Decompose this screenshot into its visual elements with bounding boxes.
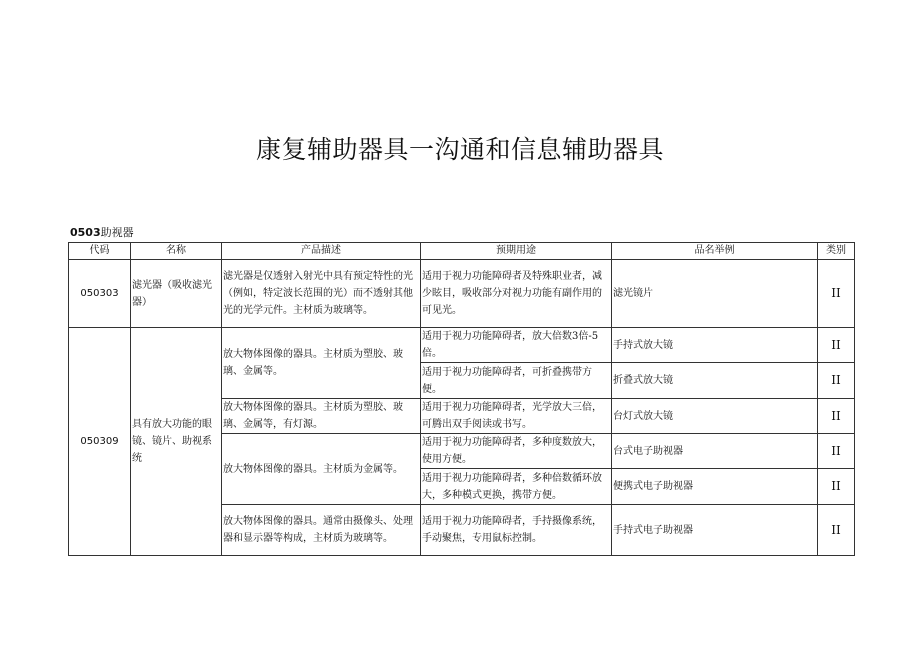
table-header-row	[69, 243, 855, 260]
device-table	[68, 242, 855, 556]
cell-class: II	[818, 469, 855, 505]
cell-class: II	[818, 363, 855, 399]
header-name: 名称	[131, 243, 222, 260]
section-name: 助视器	[100, 226, 134, 239]
table-row	[69, 260, 855, 328]
cell-name: 具有放大功能的眼镜、镜片、助视系统	[131, 328, 222, 556]
cell-product-example: 便携式电子助视器	[612, 469, 818, 505]
cell-product-example: 滤光镜片	[612, 260, 818, 328]
cell-description: 放大物体图像的器具。主材质为塑胶、玻璃、金属等。	[222, 328, 421, 399]
cell-product-example: 手持式电子助视器	[612, 505, 818, 556]
table-row	[69, 328, 855, 363]
cell-name: 滤光器（吸收滤光器）	[131, 260, 222, 328]
cell-class: II	[818, 260, 855, 328]
cell-description: 放大物体图像的器具。通常由摄像头、处理器和显示器等构成，主材质为玻璃等。	[222, 505, 421, 556]
cell-class: II	[818, 399, 855, 434]
cell-description: 滤光器是仅透射入射光中具有预定特性的光（例如，特定波长范围的光）而不透射其他光的光学元件。主材质为玻璃等。	[222, 260, 421, 328]
cell-code: 050309	[69, 328, 131, 556]
cell-class: II	[818, 434, 855, 469]
cell-description: 放大物体图像的器具。主材质为塑胶、玻璃、金属等，有灯源。	[222, 399, 421, 434]
cell-code: 050303	[69, 260, 131, 328]
header-class: 类别	[818, 243, 855, 260]
cell-intended-use: 适用于视力功能障碍者及特殊职业者，减少眩目，吸收部分对视力功能有副作用的可见光。	[421, 260, 612, 328]
section-heading	[70, 224, 134, 240]
cell-intended-use: 适用于视力功能障碍者，多种倍数循环放大，多种模式更换，携带方便。	[421, 469, 612, 505]
section-code: 0503	[70, 226, 101, 239]
cell-product-example: 折叠式放大镜	[612, 363, 818, 399]
cell-product-example: 手持式放大镜	[612, 328, 818, 363]
cell-class: II	[818, 505, 855, 556]
header-intended-use: 预期用途	[421, 243, 612, 260]
cell-description: 放大物体图像的器具。主材质为金属等。	[222, 434, 421, 505]
cell-product-example: 台灯式放大镜	[612, 399, 818, 434]
header-product-example: 品名举例	[612, 243, 818, 260]
cell-product-example: 台式电子助视器	[612, 434, 818, 469]
cell-class: II	[818, 328, 855, 363]
header-code: 代码	[69, 243, 131, 260]
cell-intended-use: 适用于视力功能障碍者，多种度数放大，使用方便。	[421, 434, 612, 469]
cell-intended-use: 适用于视力功能障碍者，放大倍数3倍-5倍。	[421, 328, 612, 363]
header-description: 产品描述	[222, 243, 421, 260]
document-title: 康复辅助器具一沟通和信息辅助器具	[255, 135, 664, 164]
cell-intended-use: 适用于视力功能障碍者，可折叠携带方便。	[421, 363, 612, 399]
cell-intended-use: 适用于视力功能障碍者，手持摄像系统，手动聚焦，专用鼠标控制。	[421, 505, 612, 556]
cell-intended-use: 适用于视力功能障碍者，光学放大三倍，可腾出双手阅读或书写。	[421, 399, 612, 434]
